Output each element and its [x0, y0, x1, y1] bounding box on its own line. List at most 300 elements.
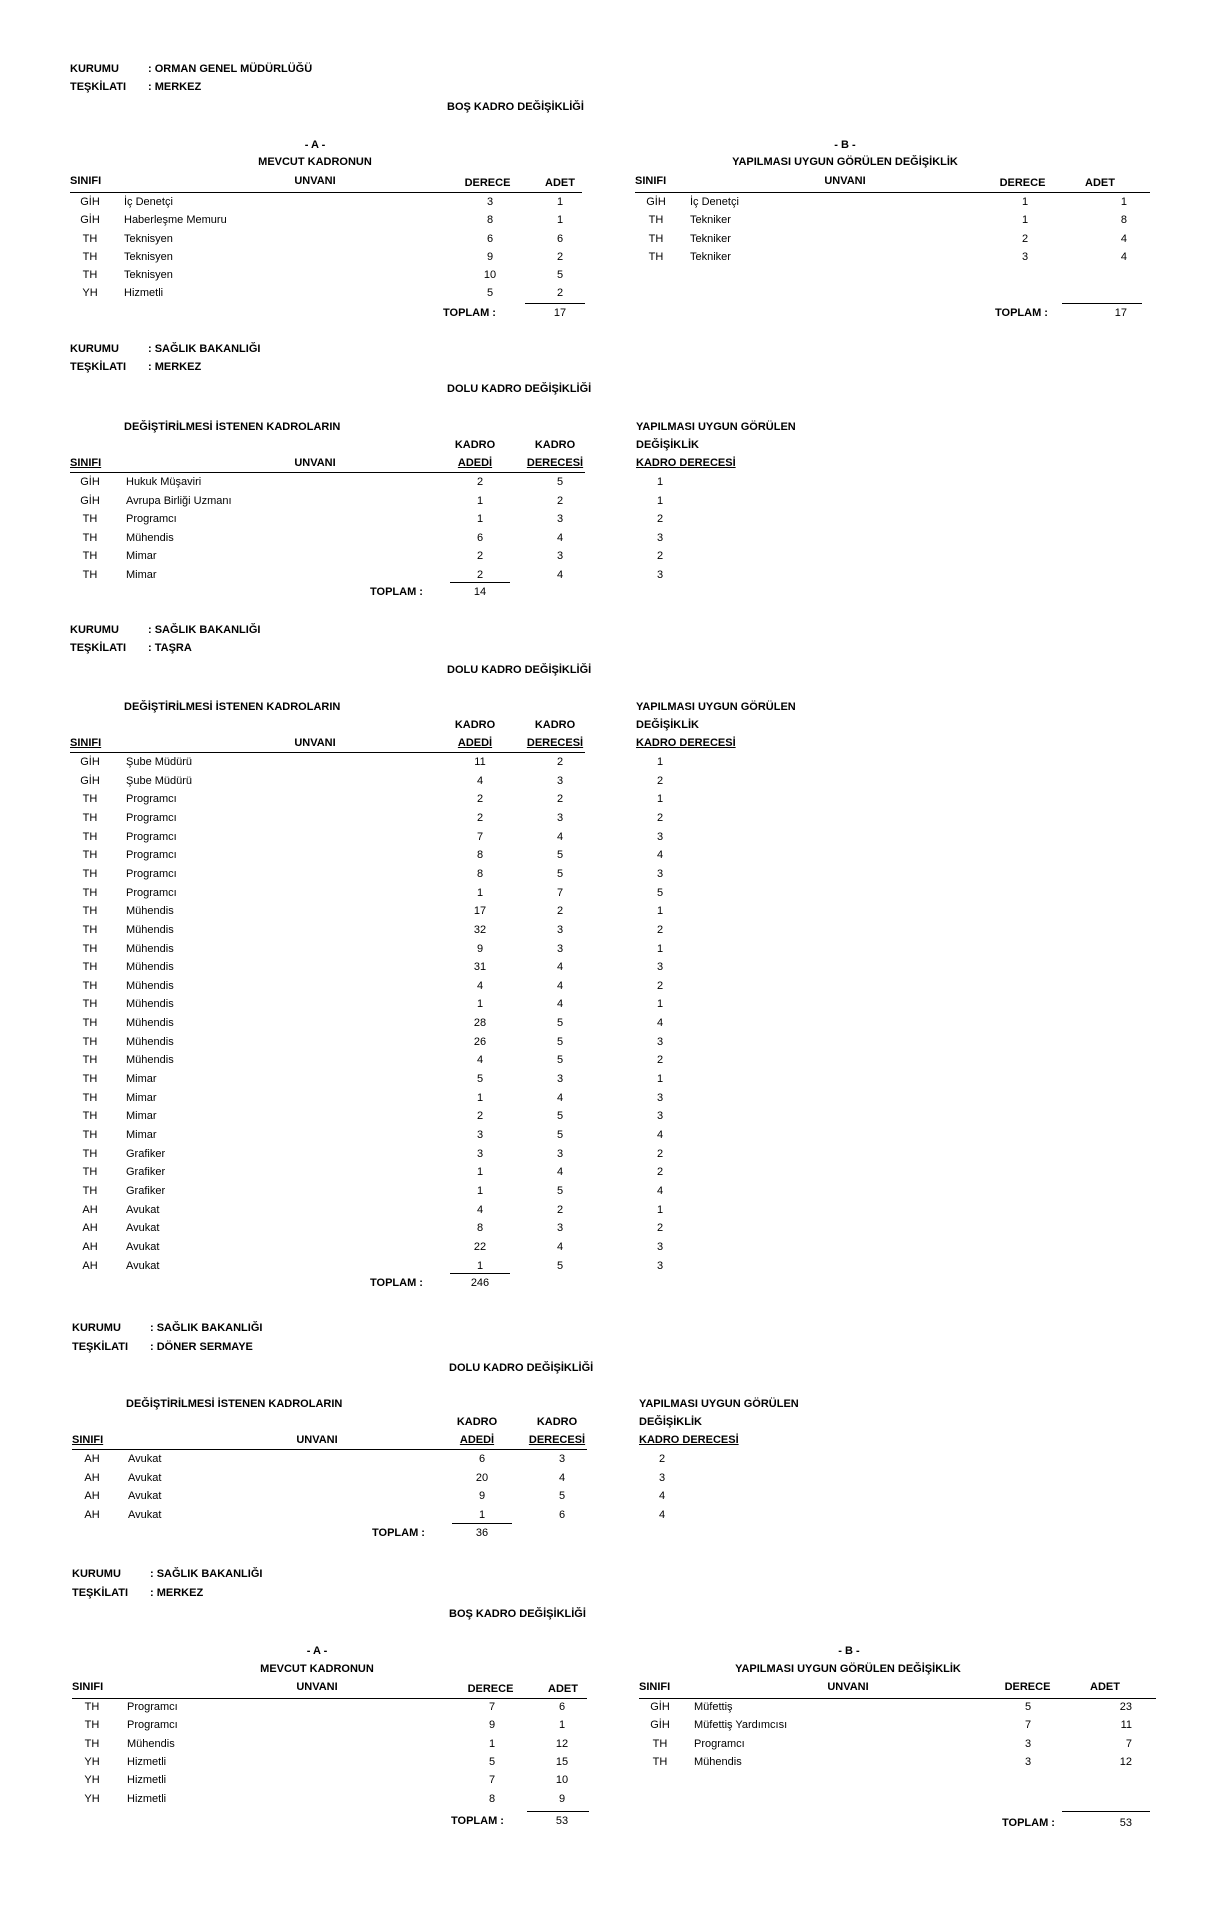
cell-derece: 10 [483, 269, 497, 281]
section-title: DOLU KADRO DEĞİŞİKLİĞİ [449, 1362, 594, 1374]
col-sinifi: SINIFI [70, 737, 102, 749]
cell-sinifi: TH [82, 568, 98, 581]
cell-unvani: Mühendis [126, 998, 174, 1011]
cell-uygun-derece: 2 [657, 923, 664, 936]
cell-kadro-adedi: 31 [473, 961, 487, 974]
cell-kadro-derecesi: 4 [556, 1166, 564, 1179]
cell-unvani: Programcı [126, 886, 177, 899]
cell-adet: 2 [556, 287, 564, 299]
total-rule [527, 1811, 589, 1812]
toplam-value: 36 [475, 1526, 489, 1539]
col-unvani: UNVANI [294, 175, 336, 187]
cell-sinifi: YH [84, 1774, 100, 1787]
cell-uygun-derece: 3 [657, 568, 664, 581]
col-kadro: KADRO [456, 1416, 498, 1428]
col-derece: DERECE [467, 1683, 514, 1695]
cell-kadro-derecesi: 7 [556, 886, 564, 899]
col-sinifi: SINIFI [70, 175, 102, 187]
header-rule [72, 1449, 587, 1450]
cell-derece: 3 [486, 196, 494, 208]
cell-kadro-derecesi: 5 [556, 476, 564, 488]
cell-kadro-derecesi: 5 [556, 1129, 564, 1141]
cell-unvani: Hizmetli [127, 1774, 167, 1787]
cell-uygun-derece: 1 [657, 942, 664, 955]
left-heading: DEĞİŞTİRİLMESİ İSTENEN KADROLARIN [124, 701, 341, 713]
part-b-heading: YAPILMASI UYGUN GÖRÜLEN DEĞİŞİKLİK [735, 1663, 961, 1675]
cell-derece: 1 [488, 1737, 496, 1750]
right-heading-3: KADRO DERECESİ [639, 1434, 739, 1446]
teskilati-value: : DÖNER SERMAYE [150, 1341, 253, 1353]
col-unvani: UNVANI [294, 737, 336, 749]
cell-sinifi: TH [82, 923, 98, 936]
teskilati-value: : TAŞRA [148, 642, 192, 654]
cell-unvani: Mühendis [126, 942, 174, 955]
col-kadro: KADRO [454, 719, 496, 731]
cell-unvani: Hizmetli [127, 1792, 167, 1805]
cell-adet: 1 [556, 214, 564, 226]
cell-kadro-adedi: 1 [476, 886, 484, 899]
cell-derece: 7 [488, 1701, 496, 1713]
cell-sinifi: AH [84, 1453, 100, 1465]
teskilati-label: TEŞKİLATI [70, 642, 127, 654]
cell-kadro-derecesi: 4 [558, 1471, 566, 1484]
cell-sinifi: TH [84, 1719, 100, 1732]
col-adet: ADET [545, 177, 575, 189]
cell-uygun-derece: 3 [657, 961, 664, 974]
kurumu-value: : ORMAN GENEL MÜDÜRLÜĞÜ [148, 63, 313, 75]
toplam-value: 17 [553, 307, 567, 319]
cell-unvani: Mühendis [126, 905, 174, 918]
cell-unvani: Programcı [694, 1737, 745, 1750]
header-rule [70, 752, 585, 753]
cell-sinifi: TH [82, 1017, 98, 1030]
cell-sinifi: TH [648, 251, 664, 263]
kurumu-value: : SAĞLIK BAKANLIĞI [148, 624, 261, 636]
cell-sinifi: AH [82, 1222, 98, 1235]
cell-sinifi: GİH [80, 756, 100, 768]
cell-kadro-derecesi: 4 [556, 568, 564, 581]
col-adedi: ADEDİ [457, 457, 493, 469]
cell-adet: 7 [1125, 1737, 1132, 1750]
cell-sinifi: TH [82, 550, 98, 562]
cell-derece: 1 [1021, 214, 1029, 226]
total-rule [525, 303, 585, 304]
left-heading: DEĞİŞTİRİLMESİ İSTENEN KADROLARIN [126, 1398, 343, 1410]
cell-sinifi: TH [82, 1147, 98, 1160]
cell-kadro-derecesi: 3 [556, 513, 564, 525]
cell-unvani: Mimar [126, 1110, 157, 1123]
cell-uygun-derece: 2 [657, 513, 664, 525]
cell-uygun-derece: 4 [659, 1490, 666, 1503]
cell-kadro-derecesi: 3 [556, 811, 564, 824]
cell-sinifi: GİH [650, 1719, 670, 1732]
col-unvani: UNVANI [824, 175, 866, 187]
part-b-tag: - B - [834, 139, 856, 151]
cell-kadro-adedi: 2 [476, 550, 484, 562]
cell-kadro-adedi: 2 [476, 1110, 484, 1123]
cell-kadro-adedi: 8 [476, 867, 484, 880]
cell-kadro-adedi: 1 [476, 1259, 484, 1272]
cell-sinifi: TH [84, 1737, 100, 1750]
cell-uygun-derece: 4 [657, 849, 664, 862]
cell-adet: 8 [1120, 214, 1127, 226]
cell-sinifi: AH [84, 1490, 100, 1503]
cell-derece: 1 [1021, 196, 1029, 208]
cell-uygun-derece: 3 [657, 531, 664, 544]
cell-unvani: İç Denetçi [124, 196, 173, 208]
cell-sinifi: AH [82, 1240, 98, 1253]
cell-unvani: Programcı [126, 513, 177, 525]
teskilati-value: : MERKEZ [148, 81, 202, 93]
cell-kadro-adedi: 4 [476, 1203, 484, 1216]
cell-unvani: Hizmetli [127, 1755, 167, 1768]
cell-kadro-adedi: 8 [476, 849, 484, 862]
right-heading-1: YAPILMASI UYGUN GÖRÜLEN [639, 1398, 799, 1410]
cell-uygun-derece: 4 [657, 1184, 664, 1197]
cell-sinifi: GİH [80, 476, 100, 488]
cell-adet: 1 [1120, 196, 1127, 208]
cell-unvani: Mühendis [694, 1755, 742, 1768]
cell-kadro-adedi: 3 [476, 1147, 484, 1160]
cell-kadro-adedi: 2 [476, 568, 484, 581]
cell-sinifi: TH [82, 998, 98, 1011]
cell-sinifi: TH [82, 1166, 98, 1179]
cell-unvani: Avukat [128, 1471, 162, 1484]
toplam-label: TOPLAM : [443, 307, 496, 319]
cell-sinifi: TH [82, 793, 98, 806]
cell-unvani: Haberleşme Memuru [124, 214, 227, 226]
cell-sinifi: TH [82, 1184, 98, 1197]
cell-adet: 1 [556, 196, 564, 208]
cell-kadro-derecesi: 3 [558, 1453, 566, 1465]
cell-kadro-adedi: 20 [475, 1471, 489, 1484]
cell-uygun-derece: 1 [657, 476, 664, 488]
cell-kadro-adedi: 1 [476, 1091, 484, 1104]
col-sinifi: SINIFI [635, 175, 667, 187]
header-rule [70, 192, 582, 193]
cell-unvani: Tekniker [690, 214, 731, 226]
cell-kadro-adedi: 1 [476, 1166, 484, 1179]
cell-sinifi: AH [82, 1203, 98, 1216]
col-adedi: ADEDİ [459, 1434, 495, 1446]
cell-unvani: Mimar [126, 550, 157, 562]
cell-adet: 10 [555, 1774, 569, 1787]
cell-unvani: Mühendis [126, 1054, 174, 1067]
section-title: DOLU KADRO DEĞİŞİKLİĞİ [447, 383, 592, 395]
cell-uygun-derece: 2 [657, 550, 664, 562]
cell-sinifi: TH [82, 1073, 98, 1086]
cell-adet: 12 [1119, 1755, 1132, 1768]
cell-unvani: Şube Müdürü [126, 774, 193, 787]
cell-unvani: Avukat [128, 1509, 162, 1522]
kurumu-value: : SAĞLIK BAKANLIĞI [150, 1568, 263, 1580]
cell-unvani: Mimar [126, 1129, 157, 1141]
cell-kadro-derecesi: 4 [556, 998, 564, 1011]
toplam-value: 246 [470, 1277, 490, 1290]
cell-kadro-adedi: 26 [473, 1035, 487, 1048]
cell-kadro-derecesi: 2 [556, 793, 564, 806]
col-kadro: KADRO [536, 1416, 578, 1428]
cell-kadro-derecesi: 5 [558, 1490, 566, 1503]
cell-uygun-derece: 2 [657, 979, 664, 992]
cell-unvani: Hukuk Müşaviri [126, 476, 202, 488]
cell-kadro-derecesi: 2 [556, 905, 564, 918]
teskilati-label: TEŞKİLATI [72, 1341, 129, 1353]
cell-kadro-derecesi: 4 [556, 1240, 564, 1253]
cell-sinifi: TH [652, 1755, 668, 1768]
col-derece: DERECE [464, 177, 511, 189]
cell-uygun-derece: 2 [657, 1147, 664, 1160]
cell-uygun-derece: 3 [657, 1240, 664, 1253]
cell-kadro-adedi: 32 [473, 923, 487, 936]
cell-unvani: Grafiker [126, 1147, 166, 1160]
cell-kadro-adedi: 7 [476, 830, 484, 843]
cell-kadro-derecesi: 4 [556, 979, 564, 992]
cell-sinifi: GİH [80, 214, 100, 226]
cell-sinifi: TH [82, 1035, 98, 1048]
col-adedi: ADEDİ [457, 737, 493, 749]
cell-kadro-derecesi: 5 [556, 1035, 564, 1048]
cell-sinifi: TH [648, 214, 664, 226]
cell-unvani: Programcı [126, 830, 177, 843]
cell-unvani: Mimar [126, 568, 157, 581]
cell-sinifi: TH [84, 1701, 100, 1713]
col-kadro: KADRO [534, 719, 576, 731]
cell-unvani: Müfettiş Yardımcısı [694, 1719, 788, 1732]
cell-unvani: Hizmetli [124, 287, 164, 299]
cell-kadro-derecesi: 4 [556, 531, 564, 544]
cell-kadro-adedi: 2 [476, 476, 484, 488]
cell-derece: 7 [1024, 1719, 1032, 1732]
cell-kadro-derecesi: 4 [556, 961, 564, 974]
teskilati-label: TEŞKİLATI [70, 81, 127, 93]
cell-uygun-derece: 1 [657, 494, 664, 507]
teskilati-label: TEŞKİLATI [72, 1587, 129, 1599]
kurumu-label: KURUMU [70, 63, 119, 75]
part-a-tag: - A - [304, 139, 326, 151]
cell-uygun-derece: 1 [657, 756, 664, 768]
cell-sinifi: TH [82, 531, 98, 544]
cell-sinifi: GİH [80, 774, 100, 787]
cell-kadro-adedi: 1 [476, 998, 484, 1011]
cell-unvani: Mühendis [126, 1017, 174, 1030]
cell-kadro-derecesi: 3 [556, 550, 564, 562]
header-rule [72, 1698, 587, 1699]
cell-sinifi: TH [652, 1737, 668, 1750]
cell-unvani: Tekniker [690, 251, 731, 263]
col-adet: ADET [1090, 1681, 1120, 1693]
cell-uygun-derece: 3 [657, 867, 664, 880]
cell-sinifi: TH [82, 886, 98, 899]
section-title: BOŞ KADRO DEĞİŞİKLİĞİ [449, 1608, 586, 1620]
cell-derece: 2 [1021, 233, 1029, 245]
col-sinifi: SINIFI [72, 1434, 104, 1446]
cell-uygun-derece: 4 [657, 1017, 664, 1030]
cell-uygun-derece: 2 [657, 774, 664, 787]
cell-uygun-derece: 2 [657, 1222, 664, 1235]
cell-uygun-derece: 2 [659, 1453, 666, 1465]
cell-uygun-derece: 2 [657, 811, 664, 824]
cell-unvani: Teknisyen [124, 233, 173, 245]
col-sinifi: SINIFI [639, 1681, 671, 1693]
cell-kadro-adedi: 3 [476, 1129, 484, 1141]
cell-unvani: Programcı [126, 867, 177, 880]
cell-derece: 9 [486, 251, 494, 263]
col-kadro: KADRO [454, 439, 496, 451]
toplam-label: TOPLAM : [1002, 1817, 1055, 1829]
cell-unvani: Mimar [126, 1091, 157, 1104]
header-rule [635, 192, 1150, 193]
toplam-label: TOPLAM : [370, 586, 423, 598]
cell-adet: 23 [1119, 1701, 1132, 1713]
cell-adet: 6 [558, 1701, 566, 1713]
cell-unvani: Avukat [126, 1222, 160, 1235]
cell-uygun-derece: 4 [657, 1129, 664, 1141]
right-heading-2: DEĞİŞİKLİK [639, 1416, 702, 1428]
cell-unvani: Müfettiş [694, 1701, 733, 1713]
cell-kadro-adedi: 8 [476, 1222, 484, 1235]
right-heading-2: DEĞİŞİKLİK [636, 719, 699, 731]
cell-unvani: Teknisyen [124, 269, 173, 281]
cell-kadro-adedi: 9 [476, 942, 484, 955]
cell-kadro-adedi: 1 [478, 1509, 486, 1522]
cell-sinifi: YH [82, 287, 98, 299]
col-sinifi: SINIFI [72, 1681, 104, 1693]
cell-unvani: Mühendis [126, 979, 174, 992]
cell-unvani: Programcı [126, 811, 177, 824]
cell-adet: 6 [556, 233, 564, 245]
col-kadro: KADRO [534, 439, 576, 451]
cell-adet: 9 [558, 1792, 566, 1805]
total-rule [450, 1273, 510, 1274]
cell-kadro-derecesi: 3 [556, 923, 564, 936]
cell-unvani: Avrupa Birliği Uzmanı [126, 494, 232, 507]
left-heading: DEĞİŞTİRİLMESİ İSTENEN KADROLARIN [124, 421, 341, 433]
header-rule [639, 1698, 1156, 1699]
cell-sinifi: TH [82, 233, 98, 245]
toplam-value: 17 [1114, 307, 1127, 319]
cell-derece: 3 [1024, 1755, 1032, 1768]
kurumu-label: KURUMU [70, 343, 119, 355]
cell-kadro-derecesi: 3 [556, 774, 564, 787]
cell-adet: 12 [555, 1737, 569, 1750]
toplam-value: 53 [555, 1815, 569, 1827]
toplam-label: TOPLAM : [995, 307, 1048, 319]
cell-uygun-derece: 2 [657, 1054, 664, 1067]
cell-unvani: Avukat [126, 1240, 160, 1253]
right-heading-2: DEĞİŞİKLİK [636, 439, 699, 451]
cell-sinifi: TH [82, 849, 98, 862]
cell-adet: 5 [556, 269, 564, 281]
cell-unvani: Mimar [126, 1073, 157, 1086]
cell-kadro-derecesi: 3 [556, 1222, 564, 1235]
toplam-value: 14 [473, 586, 487, 598]
cell-adet: 11 [1120, 1719, 1132, 1732]
col-derecesi: DERECESİ [526, 737, 584, 749]
cell-kadro-adedi: 6 [476, 531, 484, 544]
cell-sinifi: TH [82, 961, 98, 974]
cell-sinifi: TH [82, 942, 98, 955]
cell-unvani: Teknisyen [124, 251, 173, 263]
part-b-heading: YAPILMASI UYGUN GÖRÜLEN DEĞİŞİKLİK [732, 156, 958, 168]
cell-uygun-derece: 3 [657, 1091, 664, 1104]
cell-unvani: Şube Müdürü [126, 756, 193, 768]
cell-kadro-adedi: 1 [476, 1184, 484, 1197]
cell-unvani: İç Denetçi [690, 196, 739, 208]
col-unvani: UNVANI [294, 457, 336, 469]
cell-sinifi: TH [82, 513, 98, 525]
cell-derece: 8 [488, 1792, 496, 1805]
section-title: DOLU KADRO DEĞİŞİKLİĞİ [447, 664, 592, 676]
cell-derece: 3 [1024, 1737, 1032, 1750]
cell-kadro-derecesi: 5 [556, 1259, 564, 1272]
cell-kadro-derecesi: 6 [558, 1509, 566, 1522]
cell-kadro-adedi: 9 [478, 1490, 486, 1503]
cell-kadro-derecesi: 2 [556, 1203, 564, 1216]
cell-unvani: Tekniker [690, 233, 731, 245]
cell-derece: 9 [488, 1719, 496, 1732]
cell-kadro-adedi: 4 [476, 979, 484, 992]
cell-unvani: Grafiker [126, 1184, 166, 1197]
cell-sinifi: TH [82, 1091, 98, 1104]
col-derecesi: DERECESİ [528, 1434, 586, 1446]
cell-sinifi: GİH [650, 1701, 670, 1713]
col-derecesi: DERECESİ [526, 457, 584, 469]
cell-adet: 4 [1120, 251, 1127, 263]
right-heading-3: KADRO DERECESİ [636, 457, 736, 469]
col-unvani: UNVANI [296, 1434, 338, 1446]
cell-unvani: Avukat [126, 1203, 160, 1216]
col-unvani: UNVANI [827, 1681, 869, 1693]
cell-adet: 4 [1120, 233, 1127, 245]
cell-sinifi: TH [82, 905, 98, 918]
cell-kadro-derecesi: 5 [556, 1184, 564, 1197]
right-heading-1: YAPILMASI UYGUN GÖRÜLEN [636, 701, 796, 713]
cell-unvani: Mühendis [126, 961, 174, 974]
cell-kadro-adedi: 4 [476, 774, 484, 787]
cell-kadro-adedi: 2 [476, 793, 484, 806]
cell-kadro-adedi: 11 [474, 756, 486, 768]
cell-unvani: Grafiker [126, 1166, 166, 1179]
total-rule [450, 582, 510, 583]
cell-kadro-derecesi: 5 [556, 867, 564, 880]
cell-kadro-adedi: 6 [478, 1453, 486, 1465]
kurumu-label: KURUMU [72, 1568, 121, 1580]
cell-unvani: Programcı [127, 1701, 178, 1713]
cell-unvani: Mühendis [126, 1035, 174, 1048]
cell-kadro-derecesi: 5 [556, 1054, 564, 1067]
cell-kadro-derecesi: 3 [556, 942, 564, 955]
cell-sinifi: TH [82, 830, 98, 843]
cell-sinifi: GİH [80, 196, 100, 208]
header-rule [70, 472, 585, 473]
part-a-tag: - A - [306, 1645, 328, 1657]
cell-unvani: Programcı [126, 793, 177, 806]
cell-unvani: Mühendis [126, 923, 174, 936]
cell-uygun-derece: 1 [657, 998, 664, 1011]
col-derece: DERECE [999, 177, 1046, 189]
teskilati-label: TEŞKİLATI [70, 361, 127, 373]
cell-adet: 15 [555, 1755, 569, 1768]
teskilati-value: : MERKEZ [148, 361, 202, 373]
cell-derece: 5 [486, 287, 494, 299]
cell-uygun-derece: 1 [657, 1073, 664, 1086]
col-unvani: UNVANI [296, 1681, 338, 1693]
cell-kadro-derecesi: 4 [556, 830, 564, 843]
cell-derece: 3 [1021, 251, 1029, 263]
cell-unvani: Mühendis [126, 531, 174, 544]
right-heading-1: YAPILMASI UYGUN GÖRÜLEN [636, 421, 796, 433]
